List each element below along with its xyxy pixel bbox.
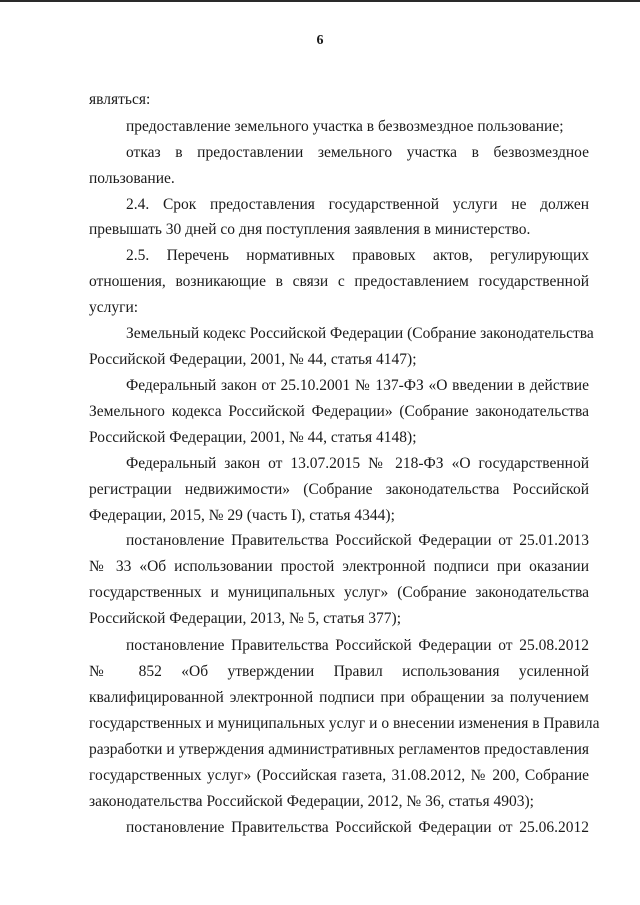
text-line: 2.5. Перечень нормативных правовых актов, регулирующих bbox=[126, 247, 589, 264]
text-line: превышать 30 дней со дня поступления заявления в министерство. bbox=[89, 221, 531, 238]
text-line: квалифицированной электронной подписи при обращении за получением bbox=[89, 689, 589, 706]
text-line: государственных и муниципальных услуг и о внесении изменения в Правила bbox=[89, 715, 600, 732]
text-line: постановление Правительства Российской Федерации от 25.06.2012 bbox=[126, 819, 589, 836]
text-line: № 852 «Об утверждении Правил использования усиленной bbox=[89, 663, 589, 680]
text-line: отношения, возникающие в связи с предоставлением государственной bbox=[89, 273, 589, 290]
text-line: № 33 «Об использовании простой электронной подписи при оказании bbox=[89, 558, 589, 575]
text-line: услуги: bbox=[89, 299, 139, 316]
text-line: постановление Правительства Российской Федерации от 25.01.2013 bbox=[126, 532, 589, 549]
text-line: постановление Правительства Российской Федерации от 25.08.2012 bbox=[126, 637, 589, 654]
text-line: являться: bbox=[89, 91, 151, 108]
text-line: предоставление земельного участка в безвозмездное пользование; bbox=[126, 118, 564, 135]
text-line: Российской Федерации, 2001, № 44, статья 4148); bbox=[89, 429, 417, 446]
text-line: отказ в предоставлении земельного участка в безвозмездное bbox=[126, 144, 589, 161]
page-number: 6 bbox=[316, 33, 324, 48]
text-line: Федерации, 2015, № 29 (часть I), статья 4344); bbox=[89, 507, 395, 524]
text-line: государственных услуг» (Российская газета, 31.08.2012, № 200, Собрание bbox=[89, 767, 589, 784]
text-line: Земельный кодекс Российской Федерации (Собрание законодательства bbox=[126, 325, 594, 342]
text-line: Федеральный закон от 25.10.2001 № 137-ФЗ «О введении в действие bbox=[126, 377, 589, 394]
text-line: законодательства Российской Федерации, 2012, № 36, статья 4903); bbox=[89, 793, 534, 810]
text-line: Российской Федерации, 2013, № 5, статья 377); bbox=[89, 610, 402, 627]
text-line: пользование. bbox=[89, 170, 175, 187]
text-line: Федеральный закон от 13.07.2015 № 218-ФЗ «О государственной bbox=[126, 455, 589, 472]
page-top-edge bbox=[0, 0, 640, 2]
text-line: Российской Федерации, 2001, № 44, статья 4147); bbox=[89, 351, 417, 368]
text-line: 2.4. Срок предоставления государственной услуги не должен bbox=[126, 196, 589, 213]
text-line: регистрации недвижимости» (Собрание законодательства Российской bbox=[89, 481, 589, 498]
text-line: государственных и муниципальных услуг» (Собрание законодательства bbox=[89, 584, 589, 601]
text-line: Земельного кодекса Российской Федерации» (Собрание законодательства bbox=[89, 403, 589, 420]
text-line: разработки и утверждения административных регламентов предоставления bbox=[89, 741, 589, 758]
